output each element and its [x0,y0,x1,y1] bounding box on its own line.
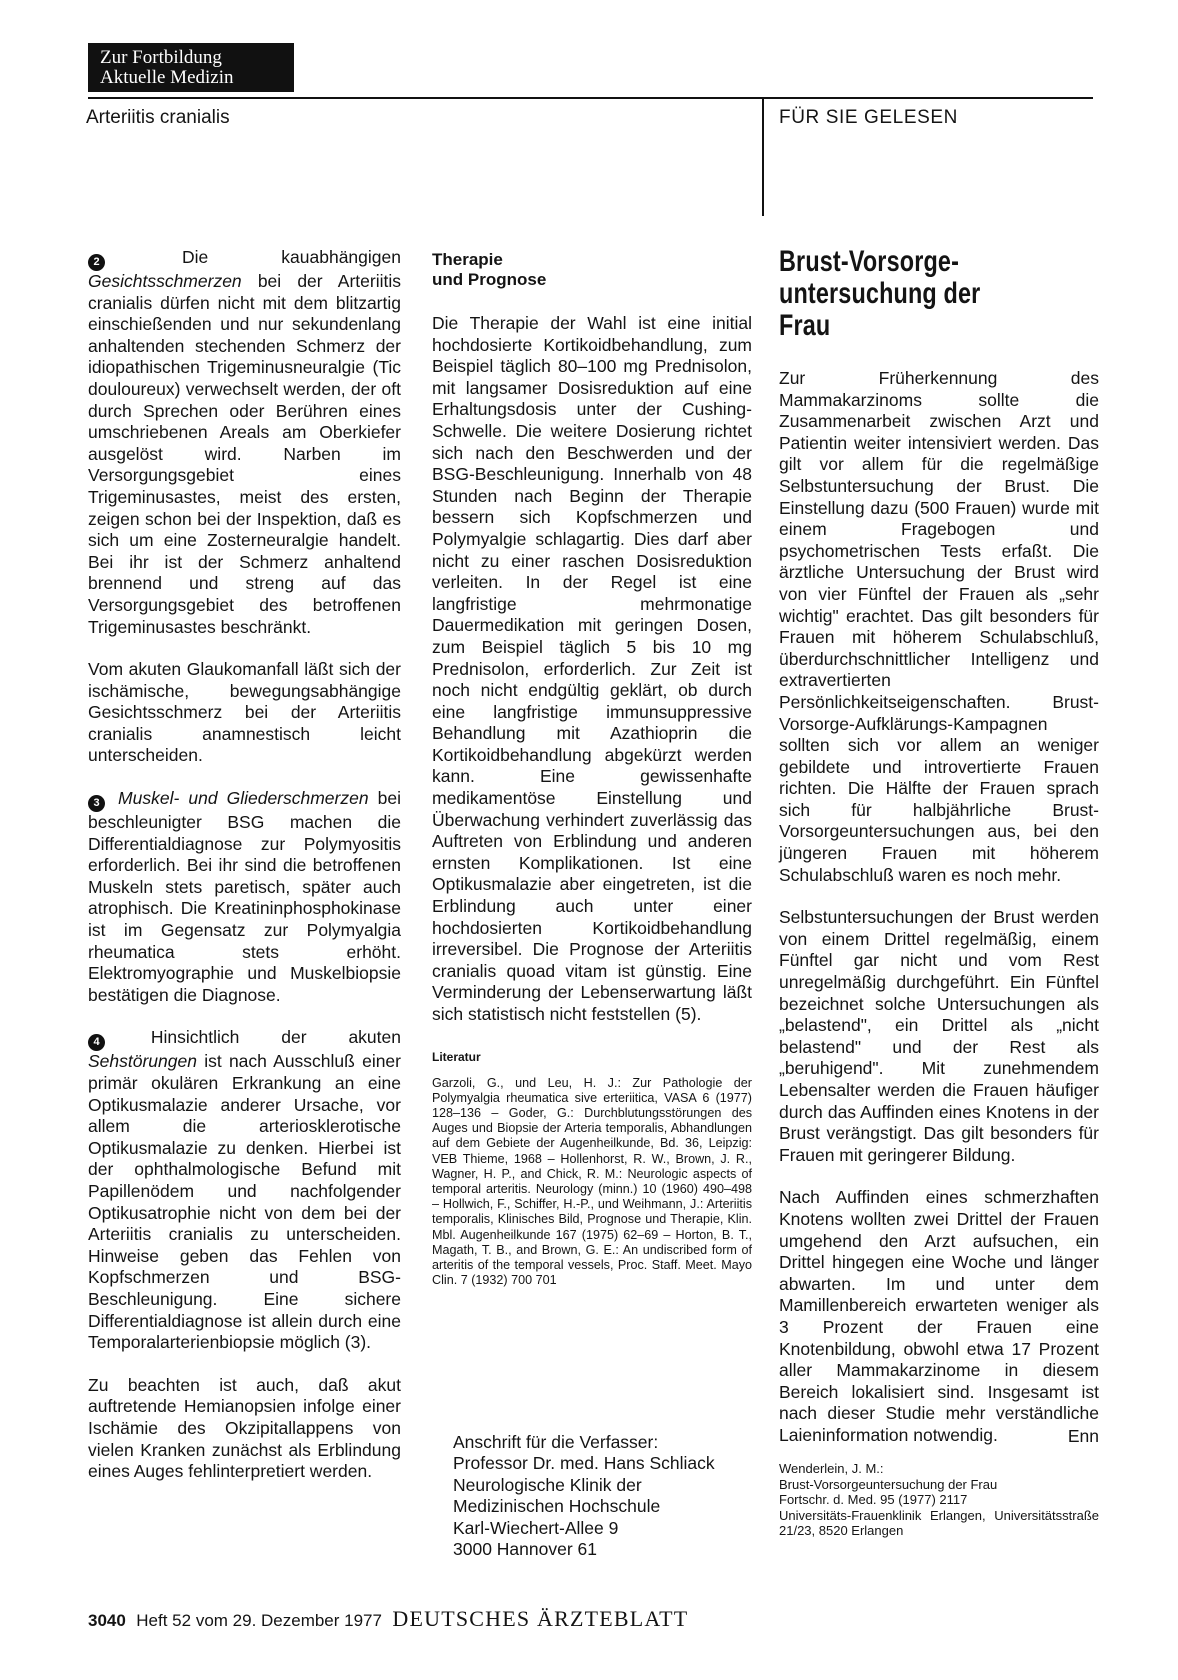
heading-line-2: und Prognose [432,270,547,289]
article-body [779,368,1099,1447]
emphasis: Sehstörungen [88,1051,197,1072]
text: Nach Auffinden eines schmerzhaften Knotens wollten zwei Drittel der Frauen umgehend den Arzt aufsuchen, ein Drittel hingegen eine Woche und länger abwarten. Im und unter dem Mamillenbereich erwarteten weniger als 3 Prozent der Frauen eine Knotenbildung, obwohl etwa 17 Prozent aller Mammakarzinome in diesem Bereich lokalisiert sind. Insgesamt ist nach dieser Studie mehr verständliche Laieninformation notwendig. [779,1187,1099,1445]
text: bei der Arteriitis cranialis dürfen nicht mit dem blitzartig einschießenden und nur sekundenlang anhaltenden stechenden Schmerz der idiopathischen Trigeminusneuralgie (Tic douloureux) verwechselt werden, der oft durch Sprechen oder Berühren eines umschriebenen Areals am Oberkiefer ausgelöst wird. Narben im Versorgungsgebiet eines Trigeminusastes, meist des ersten, zeigen schon bei der Inspektion, daß es sich um eine Zosterneuralgie handelt. Bei ihr ist der Schmerz anhaltend brennend und streng auf das Versorgungsgebiet des betroffenen Trigeminusastes beschränkt. [88,271,401,637]
therapy-text: Die Therapie der Wahl ist eine initial hochdosierte Kortikoidbehandlung, zum Beispiel täglich 80–100 mg Prednisolon, mit langsamer Dosisreduktion auf eine Erhaltungsdosis unter der Cushing-Schwelle. Die weitere Dosierung richtet sich nach den Beschwerden und der BSG-Beschleunigung. Innerhalb von 48 Stunden nach Beginn der Therapie bessern sich Kopfschmerzen und Polymyalgie schlagartig. Dies darf aber nicht zu einer raschen Dosisreduktion verleiten. In der Regel ist eine langfristige mehrmonatige Dauermedikation mit geringen Dosen, zum Beispiel täglich 5 bis 10 mg Prednisolon, erforderlich. Zur Zeit ist noch nicht endgültig geklärt, ob durch eine langfristige immunsuppressive Behandlung mit Azathioprin die Kortikoidbehandlung abgekürzt werden kann. Eine gewissenhafte medikamentöse Einstellung und Überwachung verhindert zuverlässig das Auftreten von Erblindung und anderen ernsten Komplikationen. Ist eine Optikusmalazie aber eingetreten, ist die Erblindung auch unter einer hochdosierten Kortikoidbehandlung irreversibel. Die Prognose der Arteriitis cranialis quoad vitam ist günstig. Eine Verminderung der Lebenserwartung läßt sich statistisch nicht feststellen (5). [432,313,752,1024]
text: Die kauabhängigen [182,247,401,267]
paragraph-glaucoma: Vom akuten Glaukomanfall läßt sich der ischämische, bewegungsabhängige Gesichtsschmerz bei der Arteriitis cranialis anamnestisch leicht unterscheiden. [88,659,401,766]
emphasis: Gesichtsschmerzen [88,271,242,291]
author-signature: Enn [1067,1425,1099,1446]
paragraph-vision [88,1027,401,1353]
header-rule [88,97,1093,99]
article-headline [779,246,1029,342]
headline-line-1: Brust-Vorsorge- [779,245,960,278]
column-1 [88,247,401,1483]
column-3 [779,246,1099,1539]
source-reference [779,1461,1099,1539]
footer [88,1606,688,1632]
paragraph-findings [779,1187,1099,1446]
paragraph-hemianopsia: Zu beachten ist auch, daß akut auftretende Hemianopsien infolge einer Ischämie des Okzipitallappens von vielen Kranken zunächst als Erblindung eines Auges fehlinterpretiert werden. [88,1374,401,1482]
headline-line-2: untersuchung der Frau [779,277,981,342]
issue-info: Heft 52 vom 29. Dezember 1977 [136,1611,382,1630]
paragraph-facial-pain [88,247,401,638]
journal-name: DEUTSCHES ÄRZTEBLATT [392,1606,689,1631]
literature-list: Garzoli, G., und Leu, H. J.: Zur Pathologie der Polymyalgia rheumatica sive erteriitica, VASA 6 (1977) 128–136 – Goder, G.: Durchblutungsstörungen des Auges und Biopsie der Arteria temporalis, Abhandlungen auf dem Gebiete der Augenheilkunde, Bd. 36, Leipzig: VEB Thieme, 1968 – Hollenhorst, R. W., Brown, J. R., Wagner, H. P., and Chick, R. M.: Neurologic aspects of temporal arteritis. Neurology (minn.) 10 (1960) 490–498 – Hollwich, F., Schiffer, H.-P., und Weihmann, J.: Arteriitis temporalis, Klinisches Bild, Prognose und Therapie, Klin. Mbl. Augenheilkunde 167 (1975) 62–69 – Horton, B. T., Magath, T. B., and Brown, G. E.: An undiscribed form of arteritis of the temporal vessels, Proc. Staff. Meet. Mayo Clin. 7 (1932) 700 701 [432,1075,752,1288]
column-divider [762,98,764,216]
address-line: Neurologische Klinik der [453,1474,642,1495]
source-line: Fortschr. d. Med. 95 (1977) 2117 [779,1492,968,1508]
address-line: Karl-Wiechert-Allee 9 [453,1517,619,1538]
number-4-icon: 4 [88,1034,105,1051]
number-2-icon: 2 [88,254,105,271]
paragraph-self-exam: Selbstuntersuchungen der Brust werden von einem Drittel regelmäßig, einem Fünftel gar nicht und vom Rest unregelmäßig durchgeführt. Ein Fünftel bezeichnet solche Untersuchungen als „belastend", ein Drittel als „nicht belastend" und der Rest als „beruhigend". Mit zunehmendem Lebensalter werden die Frauen häufiger durch das Auffinden eines Knotens in der Brust verängstigt. Das gilt besonders für Frauen mit geringerer Bildung. [779,907,1099,1165]
paragraph-early-detection: Zur Früherkennung des Mammakarzinoms sollte die Zusammenarbeit zwischen Arzt und Patientin weiter intensiviert werden. Das gilt vor allem für die regelmäßige Selbstuntersuchung der Brust. Die Einstellung dazu (500 Frauen) wurde mit einem Fragebogen und psychometrischen Tests erfaßt. Die ärztliche Untersuchung der Brust wird von vier Fünftel der Frauen als „sehr wichtig" erachtet. Das gilt besonders für Frauen mit höherem Schulabschluß, überdurchschnittlicher Intelligenz und extravertierten Persönlichkeitseigenschaften. Brust-Vorsorge-Aufklärungs-Kampagnen sollten sich vor allem an weniger gebildete und introvertierte Frauen richten. Die Hälfte der Frauen sprach sich für halbjährliche Brust-Vorsorgeuntersuchungen aus, bei den jüngeren Frauen mit höherem Schulabschluß waren es noch mehr. [779,368,1099,885]
literature-heading: Literatur [432,1049,481,1064]
source-line: Universitäts-Frauenklinik Erlangen, Universitätsstraße 21/23, 8520 Erlangen [779,1507,1099,1539]
heading-line-1: Therapie [432,250,503,269]
article-title-left: Arteriitis cranialis [86,107,230,128]
text: bei beschleunigter BSG machen die Differentialdiagnose zur Polymyositis erforderlich. Bei ihr sind die betroffenen Muskeln stets paretisch, später auch atrophisch. Die Kreatininphosphokinase ist im Gegensatz zur Polymyalgia rheumatica stets erhöht. Elektromyographie und Muskelbiopsie bestätigen die Diagnose. [88,788,401,1005]
section-badge [88,43,294,92]
address-line: Medizinischen Hochschule [453,1496,661,1517]
badge-line-1: Zur Fortbildung [100,47,222,68]
address-line: Professor Dr. med. Hans Schliack [453,1453,715,1474]
number-3-icon: 3 [88,795,105,812]
paragraph-muscle-pain [88,788,401,1006]
text: ist nach Ausschluß einer primär okulären Erkrankung an eine Optikusmalazie anderer Ursache, vor allem die arteriosklerotische Optikusmalazie zu denken. Hierbei ist der ophthalmologische Befund mit Papillenödem und nachfolgender Optikusatrophie nicht von dem bei der Arteriitis cranialis zu unterscheiden. Hinweise geben das Fehlen von Kopfschmerzen und BSG-Beschleunigung. Eine sichere Differentialdiagnose ist allein durch eine Temporalarterienbiopsie möglich (3). [88,1051,401,1353]
badge-line-2: Aktuelle Medizin [100,67,234,88]
text: Hinsichtlich der akuten [150,1027,401,1048]
address-line: 3000 Hannover 61 [453,1539,597,1560]
source-line: Wenderlein, J. M.: [779,1461,884,1477]
section-title-right: FÜR SIE GELESEN [779,107,958,128]
emphasis: Muskel- und Gliederschmerzen [118,788,369,809]
section-heading [432,250,752,290]
source-line: Brust-Vorsorgeuntersuchung der Frau [779,1476,998,1492]
address-line: Anschrift für die Verfasser: [453,1432,659,1452]
page-number: 3040 [88,1611,126,1630]
column-2 [432,250,752,1288]
author-address [453,1432,715,1560]
